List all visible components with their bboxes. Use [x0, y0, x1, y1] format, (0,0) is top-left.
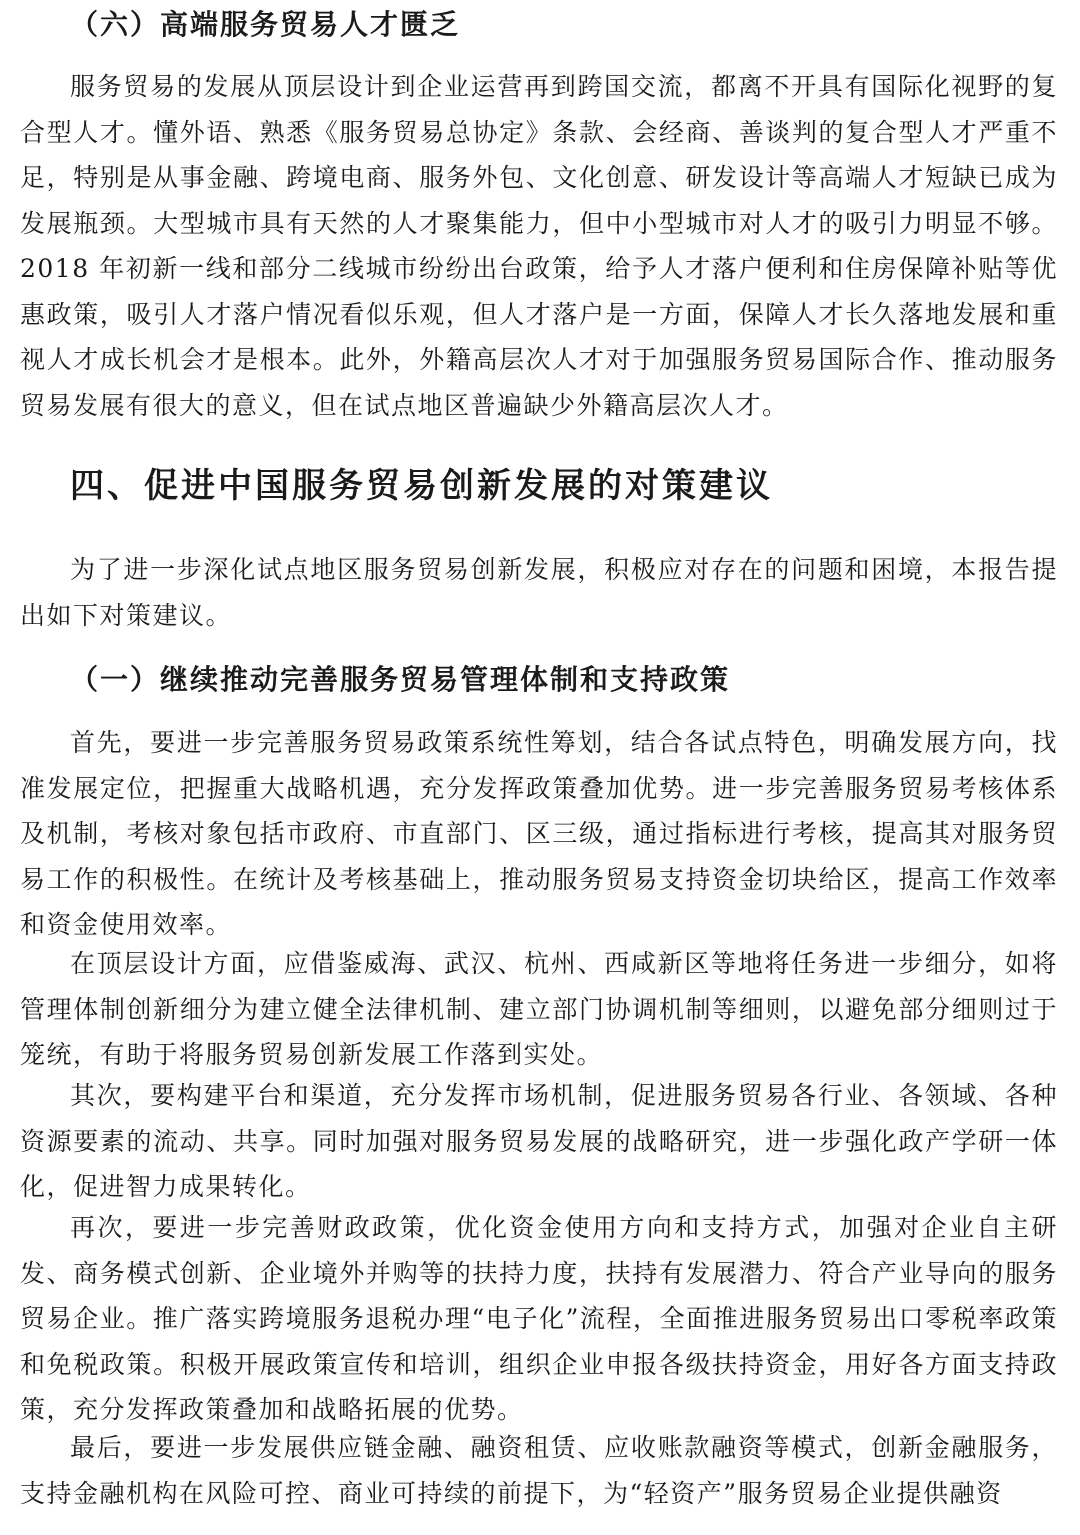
paragraph-platform-channels: 其次，要构建平台和渠道，充分发挥市场机制，促进服务贸易各行业、各领域、各种资源要素的流动、共享。同时加强对服务贸易发展的战略研究，进一步强化政产学研一体化，促进智力成果转化。 — [20, 1081, 1058, 1201]
section-heading-talent-shortage: （六）高端服务贸易人才匮乏 — [70, 8, 461, 41]
paragraph-top-level-design: 在顶层设计方面，应借鉴威海、武汉、杭州、西咸新区等地将任务进一步细分，如将管理体制创新细分为建立健全法律机制、建立部门协调机制等细则，以避免部分细则过于笼统，有助于将服务贸易创新发展工作落到实处。 — [20, 949, 1058, 1069]
paragraph-financial-services: 最后，要进一步发展供应链金融、融资租赁、应收账款融资等模式，创新金融服务，支持金融机构在风险可控、商业可持续的前提下，为“轻资产”服务贸易企业提供融资 — [20, 1433, 1058, 1508]
chapter-heading-countermeasures: 四、促进中国服务贸易创新发展的对策建议 — [70, 466, 773, 506]
paragraph-first-policy: 首先，要进一步完善服务贸易政策系统性筹划，结合各试点特色，明确发展方向，找准发展定位，把握重大战略机遇，充分发挥政策叠加优势。进一步完善服务贸易考核体系及机制，考核对象包括市政府、市直部门、区三级，通过指标进行考核，提高其对服务贸易工作的积极性。在统计及考核基础上，推动服务贸易支持资金切块给区，提高工作效率和资金使用效率。 — [20, 728, 1058, 939]
paragraph-talent-shortage: 服务贸易的发展从顶层设计到企业运营再到跨国交流，都离不开具有国际化视野的复合型人才。懂外语、熟悉《服务贸易总协定》条款、会经商、善谈判的复合型人才严重不足，特别是从事金融、跨境电商、服务外包、文化创意、研发设计等高端人才短缺已成为发展瓶颈。大型城市具有天然的人才聚集能力，但中小型城市对人才的吸引力明显不够。2018 年初新一线和部分二线城市纷纷出台政策，给予人才落户便利和住房保障补贴等优惠政策，吸引人才落户情况看似乐观，但人才落户是一方面，保障人才长久落地发展和重视人才成长机会才是根本。此外，外籍高层次人才对于加强服务贸易国际合作、推动服务贸易发展有很大的意义，但在试点地区普遍缺少外籍高层次人才。 — [20, 72, 1058, 420]
section-heading-management-system: （一）继续推动完善服务贸易管理体制和支持政策 — [70, 663, 731, 696]
paragraph-fiscal-policy: 再次，要进一步完善财政政策，优化资金使用方向和支持方式，加强对企业自主研发、商务模式创新、企业境外并购等的扶持力度，扶持有发展潜力、符合产业导向的服务贸易企业。推广落实跨境服务退税办理“电子化”流程，全面推进服务贸易出口零税率政策和免税政策。积极开展政策宣传和培训，组织企业申报各级扶持资金，用好各方面支持政策，充分发挥政策叠加和战略拓展的优势。 — [20, 1213, 1058, 1424]
paragraph-countermeasures-intro: 为了进一步深化试点地区服务贸易创新发展，积极应对存在的问题和困境，本报告提出如下对策建议。 — [20, 555, 1058, 630]
